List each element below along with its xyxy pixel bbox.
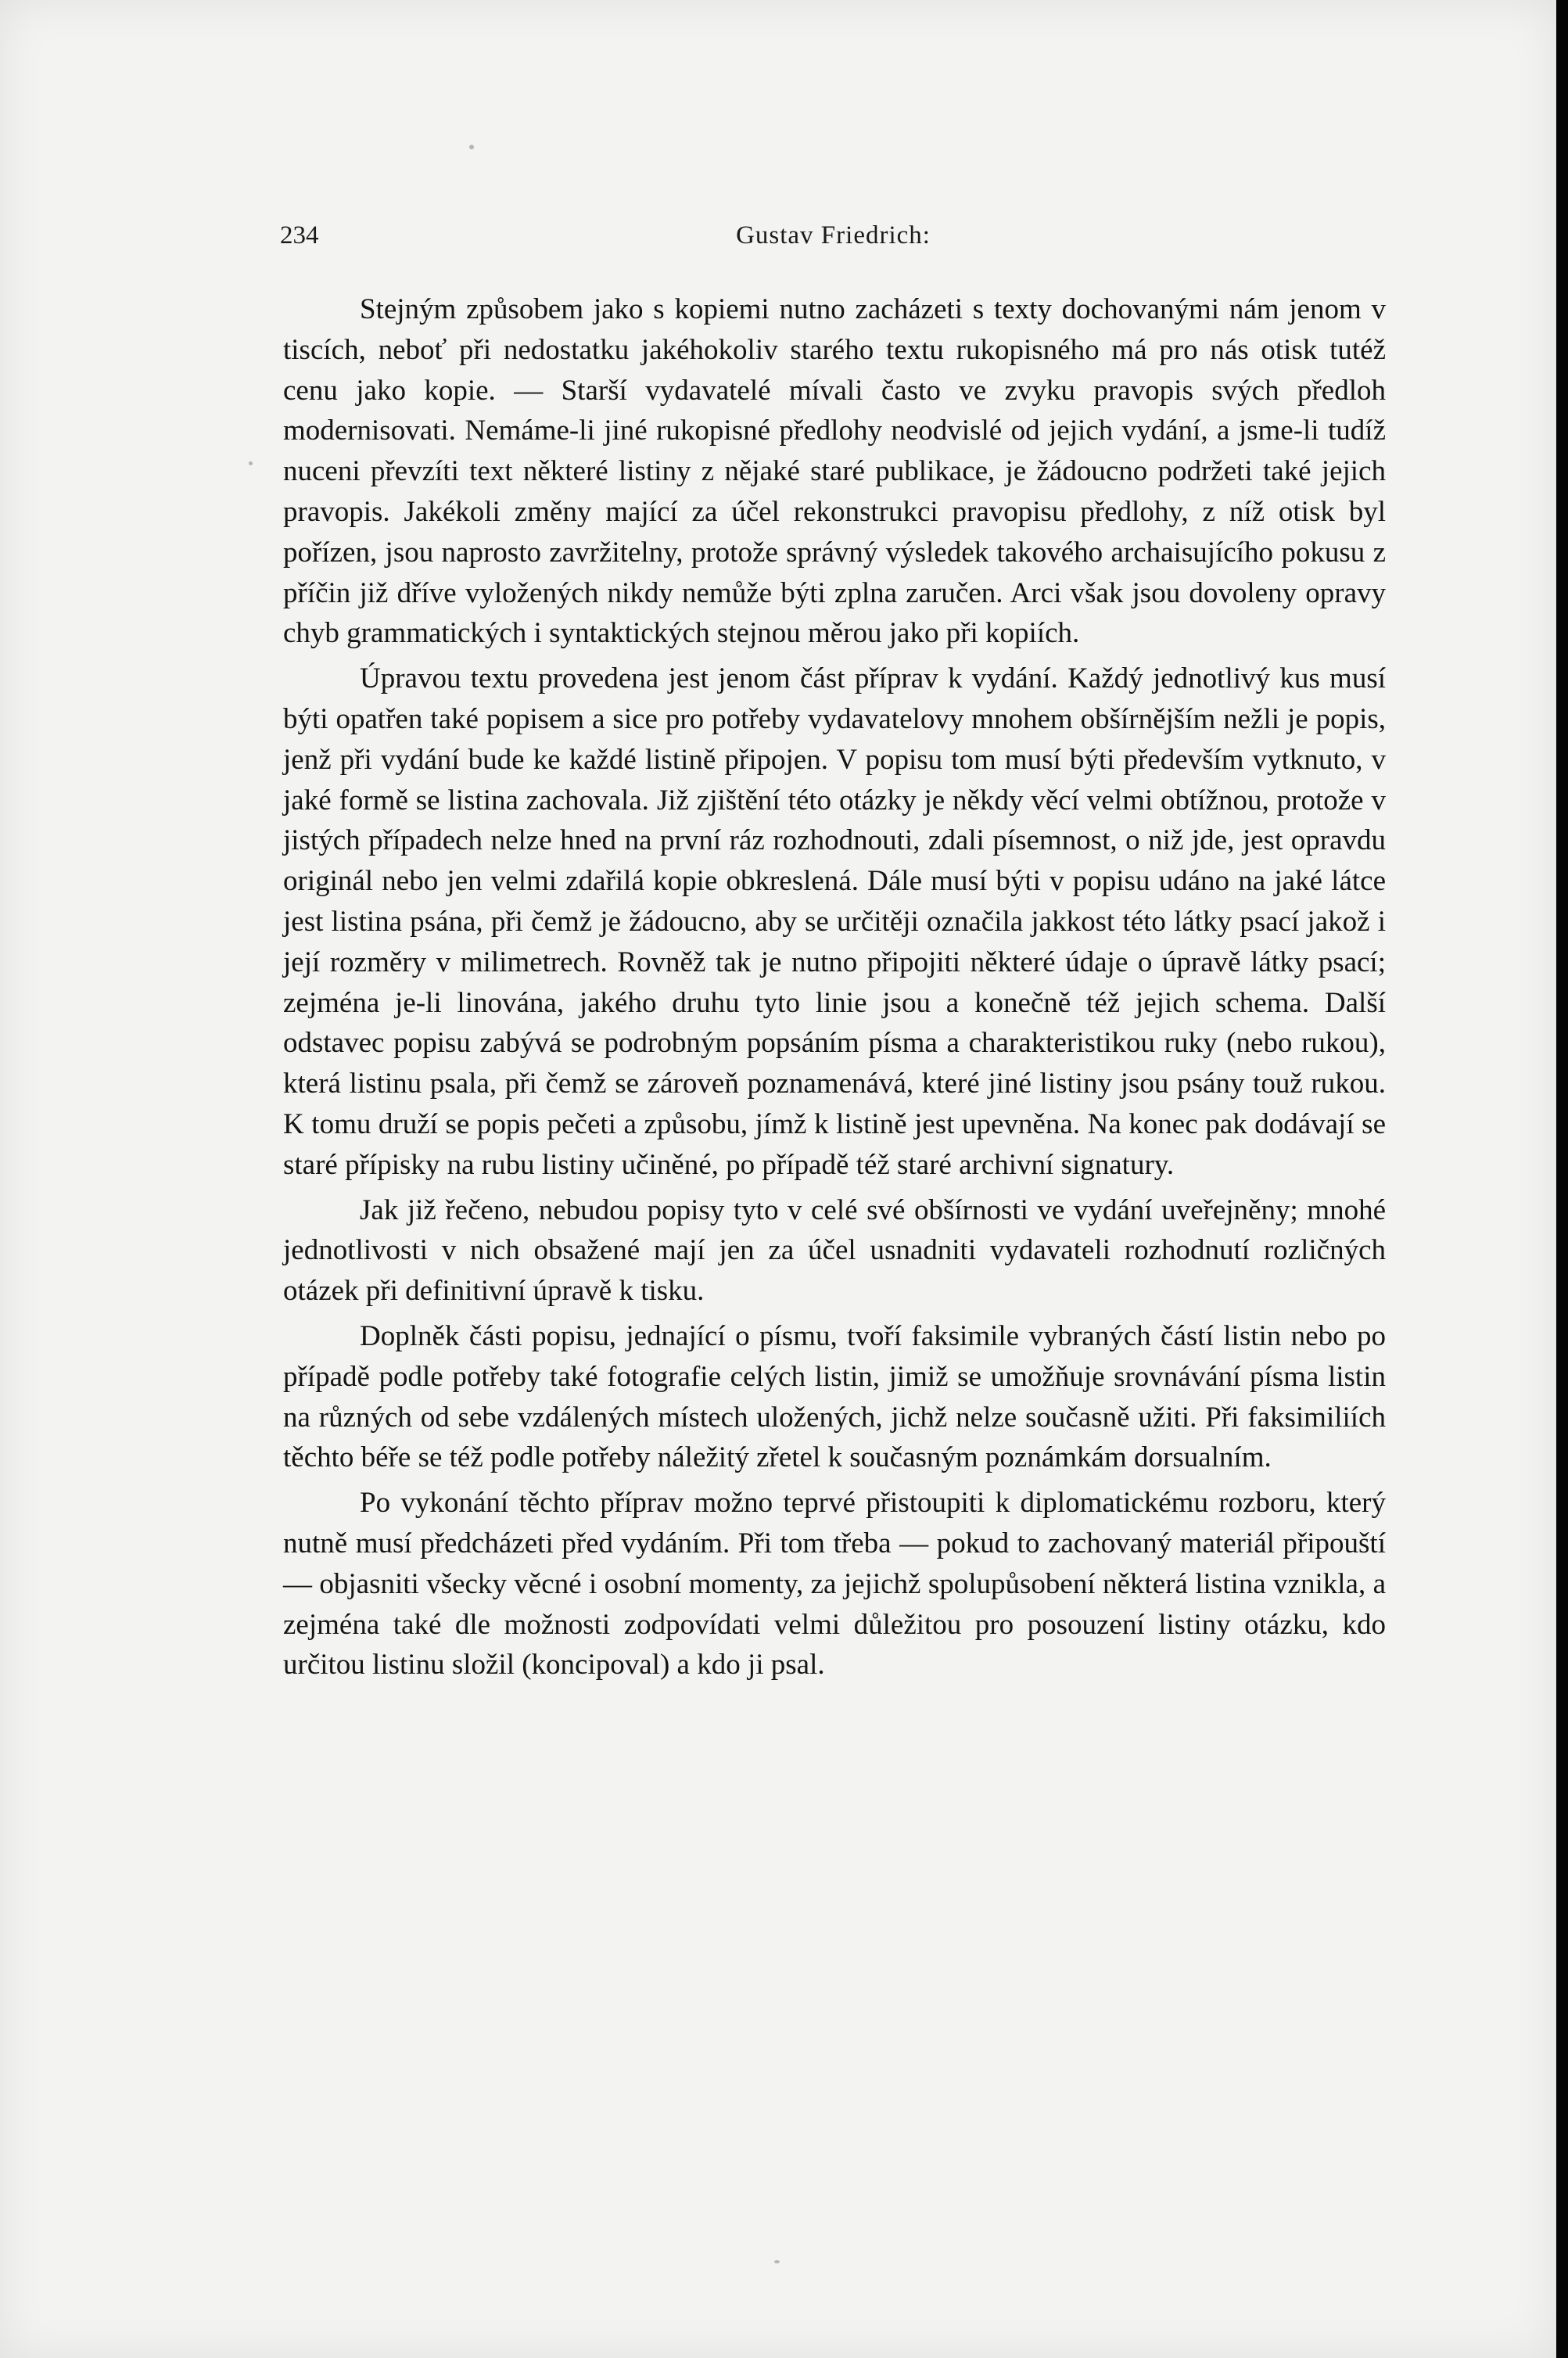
paragraph-2: Úpravou textu provedena jest jenom část příprav k vydání. Každý jednotlivý kus musí býti opatřen také popisem a sice pro potřeby vydavatelovy mnohem obšírnějším nežli je popis, jenž při vydání bude ke každé listině připojen. V popisu tom musí býti především vytknuto, v jaké formě se listina zachovala. Již zjištění této otázky je někdy věcí velmi obtížnou, protože v jistých případech nelze hned na první ráz rozhodnouti, zdali písemnost, o niž jde, jest opravdu originál nebo jen velmi zdařilá kopie obkreslená. Dále musí býti v popisu udáno na jaké látce jest listina psána, při čemž je žádoucno, aby se určitěji označila jakkost této látky psací jakož i její rozměry v milimetrech. Rovněž tak je nutno připojiti některé údaje o úpravě látky psací; zejména je-li linována, jakého druhu tyto linie jsou a konečně též jejich schema. Další odstavec popisu zabývá se podrobným popsáním písma a charakteristikou ruky (nebo rukou), která listinu psala, při čemž se zároveň poznamenává, které jiné listiny jsou psány touž rukou. K tomu druží se popis pečeti a způsobu, jímž k listině jest upevněna. Na konec pak dodávají se staré přípisky na rubu listiny učiněné, po případě též staré archivní signatury. (283, 662, 1386, 1181)
paper-speck (469, 145, 474, 149)
body-text (283, 289, 1386, 1685)
paragraph-1: Stejným způsobem jako s kopiemi nutno zacházeti s texty dochovanými nám jenom v tiscích, neboť při nedostatku jakéhokoliv starého textu rukopisného má pro nás otisk tutéž cenu jako kopie. — Starší vydavatelé mívali často ve zvyku pravopis svých předloh modernisovati. Nemáme-li jiné rukopisné předlohy neodvislé od jejich vydání, a jsme-li tudíž nuceni převzíti text některé listiny z nějaké staré publikace, je žádoucno podržeti také jejich pravopis. Jakékoli změny mající za účel rekonstrukci pravopisu předlohy, z níž otisk byl pořízen, jsou naprosto zavržitelny, protože správný výsledek takového archaisujícího pokusu z příčin již dříve vyložených nikdy nemůže býti zplna zaručen. Arci však jsou dovoleny opravy chyb grammatických i syntaktických stejnou měrou jako při kopiích. (283, 293, 1386, 650)
page-edge-shadow (1556, 0, 1568, 2358)
paragraph-3: Jak již řečeno, nebudou popisy tyto v celé své obšírnosti ve vydání uveřejněny; mnohé jednotlivosti v nich obsažené mají jen za účel usnadniti vydavateli rozhodnutí rozličných otázek při definitivní úpravě k tisku. (283, 1193, 1386, 1308)
page-number: 234 (280, 221, 319, 249)
running-title: Gustav Friedrich: (736, 221, 931, 249)
paper-speck (249, 461, 253, 465)
paragraph-4: Doplněk části popisu, jednající o písmu, tvoří faksimile vybraných částí listin nebo po případě podle potřeby také fotografie celých listin, jimiž se umožňuje srovnávání písma listin na různých od sebe vzdálených místech uložených, jichž nelze současně užiti. Při faksimiliích těchto béře se též podle potřeby náležitý zřetel k současným poznámkám dorsualním. (283, 1319, 1386, 1474)
paragraph-5: Po vykonání těchto příprav možno teprvé přistoupiti k diplomatickému rozboru, který nutně musí předcházeti před vydáním. Při tom třeba — pokud to zachovaný materiál připouští — objasniti všecky věcné i osobní momenty, za jejichž spolupůsobení některá listina vznikla, a zejména také dle možnosti zodpovídati velmi důležitou pro posouzení listiny otázku, kdo určitou listinu složil (koncipoval) a kdo ji psal. (283, 1487, 1386, 1681)
running-head (280, 221, 1387, 260)
paper-speck (774, 2260, 780, 2263)
